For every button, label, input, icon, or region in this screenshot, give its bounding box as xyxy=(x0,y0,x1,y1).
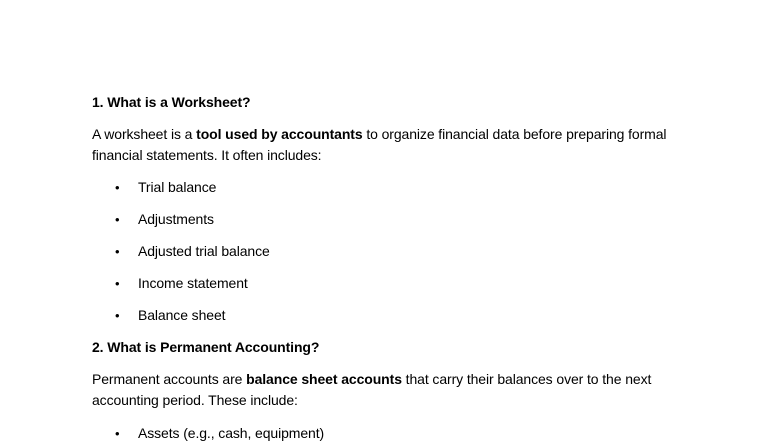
section-2-bold-text: balance sheet accounts xyxy=(246,371,402,387)
section-1-paragraph-line-1 xyxy=(92,124,692,145)
list-item: Balance sheet xyxy=(138,307,226,323)
section-2-heading: 2. What is Permanent Accounting? xyxy=(92,339,320,355)
list-item: Adjusted trial balance xyxy=(138,243,270,259)
section-1-paragraph xyxy=(92,124,692,166)
list-item: Adjustments xyxy=(138,211,214,227)
section-2-text-b: that carry their balances over to the next xyxy=(401,371,652,387)
section-2-text-a: Permanent accounts are xyxy=(92,371,247,387)
section-1-paragraph-line-2: financial statements. It often includes: xyxy=(92,147,322,163)
list-item: Income statement xyxy=(138,275,248,291)
bullet-icon: • xyxy=(115,212,120,227)
section-1-bold-text: tool used by accountants xyxy=(196,126,363,142)
list-item: Assets (e.g., cash, equipment) xyxy=(138,425,325,441)
bullet-icon: • xyxy=(115,276,120,291)
list-item: Trial balance xyxy=(138,179,217,195)
bullet-icon: • xyxy=(115,426,120,441)
bullet-icon: • xyxy=(115,244,120,259)
bullet-icon: • xyxy=(115,180,120,195)
section-1-text-a: A worksheet is a xyxy=(92,126,197,142)
section-2-paragraph xyxy=(92,369,692,411)
section-1-heading: 1. What is a Worksheet? xyxy=(92,94,251,110)
section-2-paragraph-line-1 xyxy=(92,369,692,390)
section-2-paragraph-line-2: accounting period. These include: xyxy=(92,392,298,408)
bullet-icon: • xyxy=(115,308,120,323)
section-1-text-b: to organize financial data before preparing formal xyxy=(362,126,667,142)
